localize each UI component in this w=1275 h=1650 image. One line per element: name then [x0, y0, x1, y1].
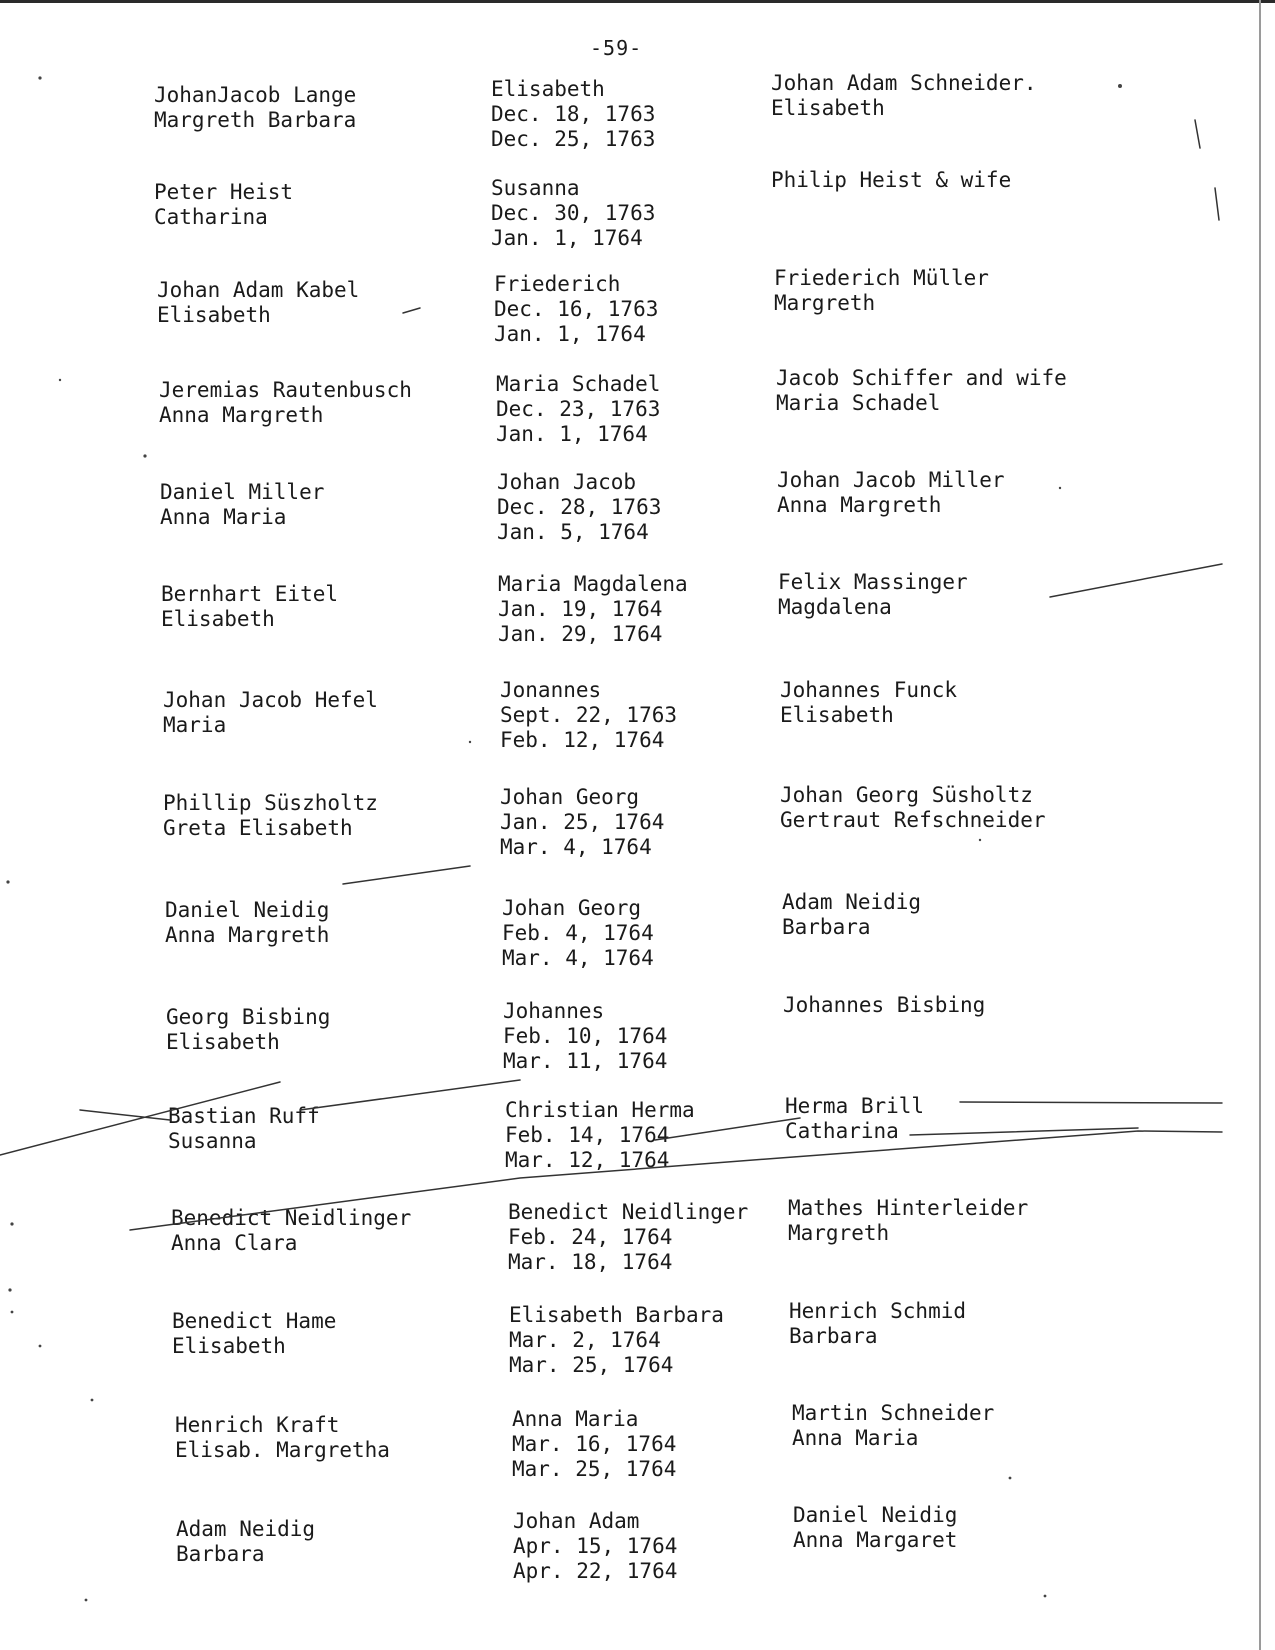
sponsor-2: Gertraut Refschneider [780, 808, 1046, 832]
baptism-date: Mar. 11, 1764 [503, 1049, 668, 1073]
child-name: Maria Magdalena [498, 572, 688, 596]
father-name: Henrich Kraft [175, 1413, 340, 1437]
mother-name: Margreth Barbara [154, 108, 357, 132]
sponsor-2: Margreth [788, 1221, 890, 1245]
child-record [505, 1098, 695, 1173]
parents [176, 1517, 315, 1567]
baptism-entry [154, 71, 1214, 173]
child-record [491, 176, 655, 251]
sponsor-2: Barbara [782, 915, 871, 939]
father-name: Peter Heist [154, 180, 294, 204]
sponsors [792, 1401, 994, 1451]
parents [166, 1005, 330, 1055]
sponsor-1: Martin Schneider [792, 1401, 995, 1425]
sponsor-1: Johannes Funck [780, 678, 958, 702]
baptism-entry [159, 366, 1219, 468]
father-name: JohanJacob Lange [154, 83, 357, 107]
sponsor-1: Philip Heist & wife [771, 168, 1012, 192]
mother-name: Catharina [154, 205, 268, 229]
child-record [503, 999, 667, 1074]
child-record [496, 372, 660, 447]
sponsor-1: Adam Neidig [782, 890, 922, 914]
father-name: Phillip Süszholtz [163, 791, 378, 815]
father-name: Bernhart Eitel [161, 582, 339, 606]
sponsors [783, 993, 985, 1018]
baptism-entry [176, 1503, 1236, 1607]
father-name: Georg Bisbing [166, 1005, 331, 1029]
father-name: Jeremias Rautenbusch [159, 378, 412, 402]
sponsor-1: Johan Georg Süsholtz [780, 783, 1033, 807]
father-name: Benedict Neidlinger [171, 1206, 412, 1230]
speck [8, 1288, 11, 1291]
birth-date: Feb. 10, 1764 [503, 1024, 668, 1048]
baptism-entry [175, 1401, 1235, 1503]
baptism-date: Jan. 5, 1764 [497, 520, 649, 544]
birth-date: Feb. 14, 1764 [505, 1123, 670, 1147]
baptism-entry [166, 993, 1226, 1095]
birth-date: Jan. 25, 1764 [500, 810, 665, 834]
child-name: Jonannes [500, 678, 602, 702]
sponsor-1: Henrich Schmid [789, 1299, 967, 1323]
parents [168, 1104, 320, 1154]
birth-date: Dec. 30, 1763 [491, 201, 656, 225]
baptism-entry [163, 678, 1223, 778]
birth-date: Dec. 16, 1763 [494, 297, 659, 321]
child-record [500, 678, 677, 753]
sponsor-1: Mathes Hinterleider [788, 1196, 1029, 1220]
sponsor-2: Elisabeth [771, 96, 885, 120]
sponsors [793, 1503, 957, 1553]
parents [163, 688, 378, 738]
birth-date: Feb. 4, 1764 [502, 921, 654, 945]
child-name: Christian Herma [505, 1098, 695, 1122]
father-name: Daniel Neidig [165, 898, 330, 922]
child-record [509, 1303, 724, 1378]
father-name: Benedict Hame [172, 1309, 337, 1333]
birth-date: Dec. 28, 1763 [497, 495, 662, 519]
child-name: Benedict Neidlinger [508, 1200, 749, 1224]
sponsors [771, 168, 1011, 193]
baptism-date: Mar. 18, 1764 [508, 1250, 673, 1274]
child-name: Elisabeth Barbara [509, 1303, 724, 1327]
sponsor-2: Maria Schadel [776, 391, 941, 415]
baptism-date: Jan. 1, 1764 [494, 322, 646, 346]
father-name: Johan Jacob Hefel [163, 688, 378, 712]
mother-name: Elisabeth [157, 303, 271, 327]
sponsor-1: Daniel Neidig [793, 1503, 958, 1527]
child-name: Johannes [503, 999, 605, 1023]
sponsors [780, 783, 1046, 833]
mother-name: Anna Margreth [165, 923, 330, 947]
birth-date: Jan. 19, 1764 [498, 597, 663, 621]
mother-name: Anna Maria [160, 505, 287, 529]
scan-top-edge [0, 0, 1275, 3]
birth-date: Sept. 22, 1763 [500, 703, 678, 727]
parents [171, 1206, 411, 1256]
sponsor-1: Friederich Müller [774, 266, 989, 290]
sponsors [778, 570, 968, 620]
baptism-entry [161, 570, 1221, 672]
mother-name: Elisabeth [172, 1334, 286, 1358]
birth-date: Dec. 18, 1763 [491, 102, 656, 126]
parents [175, 1413, 390, 1463]
sponsor-2: Catharina [785, 1119, 899, 1143]
sponsor-2: Anna Margaret [793, 1528, 958, 1552]
baptism-entry [171, 1196, 1231, 1296]
baptism-date: Feb. 12, 1764 [500, 728, 665, 752]
parents [165, 898, 329, 948]
child-record [502, 896, 654, 971]
sponsor-2: Barbara [789, 1324, 878, 1348]
mother-name: Elisabeth [161, 607, 275, 631]
sponsor-2: Anna Margreth [777, 493, 942, 517]
birth-date: Mar. 16, 1764 [512, 1432, 677, 1456]
sponsor-2: Margreth [774, 291, 876, 315]
mother-name: Elisab. Margretha [175, 1438, 390, 1462]
father-name: Bastian Ruff [168, 1104, 320, 1128]
sponsor-1: Felix Massinger [778, 570, 968, 594]
mother-name: Anna Clara [171, 1231, 298, 1255]
speck [143, 454, 146, 457]
child-name: Elisabeth [491, 77, 605, 101]
baptism-date: Mar. 25, 1764 [509, 1353, 674, 1377]
speck [91, 1399, 94, 1402]
birth-date: Apr. 15, 1764 [513, 1534, 678, 1558]
birth-date: Feb. 24, 1764 [508, 1225, 673, 1249]
father-name: Daniel Miller [160, 480, 325, 504]
parents [154, 83, 356, 133]
baptism-date: Mar. 25, 1764 [512, 1457, 677, 1481]
child-name: Anna Maria [512, 1407, 639, 1431]
baptism-entry [157, 266, 1217, 368]
baptism-entry [160, 468, 1220, 570]
sponsor-1: Johan Adam Schneider. [771, 71, 1037, 95]
sponsor-2: Magdalena [778, 595, 892, 619]
child-name: Maria Schadel [496, 372, 661, 396]
baptism-date: Dec. 25, 1763 [491, 127, 656, 151]
sponsors [774, 266, 989, 316]
baptism-date: Jan. 29, 1764 [498, 622, 663, 646]
baptism-date: Jan. 1, 1764 [496, 422, 648, 446]
birth-date: Mar. 2, 1764 [509, 1328, 661, 1352]
speck [38, 76, 41, 79]
child-name: Friederich [494, 272, 621, 296]
baptism-entry [165, 890, 1225, 988]
child-name: Johan Adam [513, 1509, 640, 1533]
page-number: -59- [590, 36, 643, 60]
mother-name: Elisabeth [166, 1030, 280, 1054]
sponsors [777, 468, 1005, 518]
stray-stroke [960, 1102, 1222, 1103]
child-record [497, 470, 661, 545]
baptism-entry [172, 1299, 1232, 1399]
birth-date: Dec. 23, 1763 [496, 397, 661, 421]
mother-name: Maria [163, 713, 227, 737]
father-name: Johan Adam Kabel [157, 278, 360, 302]
parents [163, 791, 378, 841]
speck [6, 880, 9, 883]
child-record [498, 572, 688, 647]
stray-stroke [1215, 188, 1219, 220]
child-name: Johan Georg [502, 896, 642, 920]
sponsors [776, 366, 1067, 416]
child-record [512, 1407, 676, 1482]
baptism-entry [163, 783, 1223, 881]
sponsor-2: Anna Maria [792, 1426, 919, 1450]
baptism-date: Apr. 22, 1764 [513, 1559, 678, 1583]
baptism-date: Mar. 4, 1764 [500, 835, 652, 859]
sponsor-1: Johan Jacob Miller [777, 468, 1005, 492]
child-record [508, 1200, 748, 1275]
child-record [494, 272, 658, 347]
parents [172, 1309, 336, 1359]
child-name: Susanna [491, 176, 580, 200]
baptism-date: Mar. 4, 1764 [502, 946, 654, 970]
parents [161, 582, 338, 632]
father-name: Adam Neidig [176, 1517, 316, 1541]
baptism-entry [168, 1094, 1228, 1194]
child-name: Johan Georg [500, 785, 640, 809]
parents [160, 480, 324, 530]
sponsors [788, 1196, 1028, 1246]
speck [59, 379, 61, 381]
sponsors [782, 890, 921, 940]
child-record [513, 1509, 677, 1584]
speck [85, 1599, 88, 1602]
mother-name: Barbara [176, 1542, 265, 1566]
baptism-date: Jan. 1, 1764 [491, 226, 643, 250]
speck [10, 1222, 13, 1225]
parents [157, 278, 359, 328]
child-record [491, 77, 655, 152]
child-name: Johan Jacob [497, 470, 637, 494]
mother-name: Greta Elisabeth [163, 816, 353, 840]
parents [159, 378, 412, 428]
sponsor-2: Elisabeth [780, 703, 894, 727]
child-record [500, 785, 664, 860]
baptism-entry [154, 168, 1214, 270]
scan-right-edge [1259, 0, 1261, 1650]
sponsor-1: Jacob Schiffer and wife [776, 366, 1067, 390]
sponsor-1: Herma Brill [785, 1094, 925, 1118]
mother-name: Susanna [168, 1129, 257, 1153]
speck [11, 1311, 14, 1314]
speck [39, 1345, 42, 1348]
sponsors [785, 1094, 924, 1144]
parents [154, 180, 293, 230]
sponsors [789, 1299, 966, 1349]
stray-stroke [80, 1110, 170, 1120]
sponsors [780, 678, 957, 728]
sponsors [771, 71, 1037, 121]
baptism-date: Mar. 12, 1764 [505, 1148, 670, 1172]
sponsor-1: Johannes Bisbing [783, 993, 986, 1017]
mother-name: Anna Margreth [159, 403, 324, 427]
